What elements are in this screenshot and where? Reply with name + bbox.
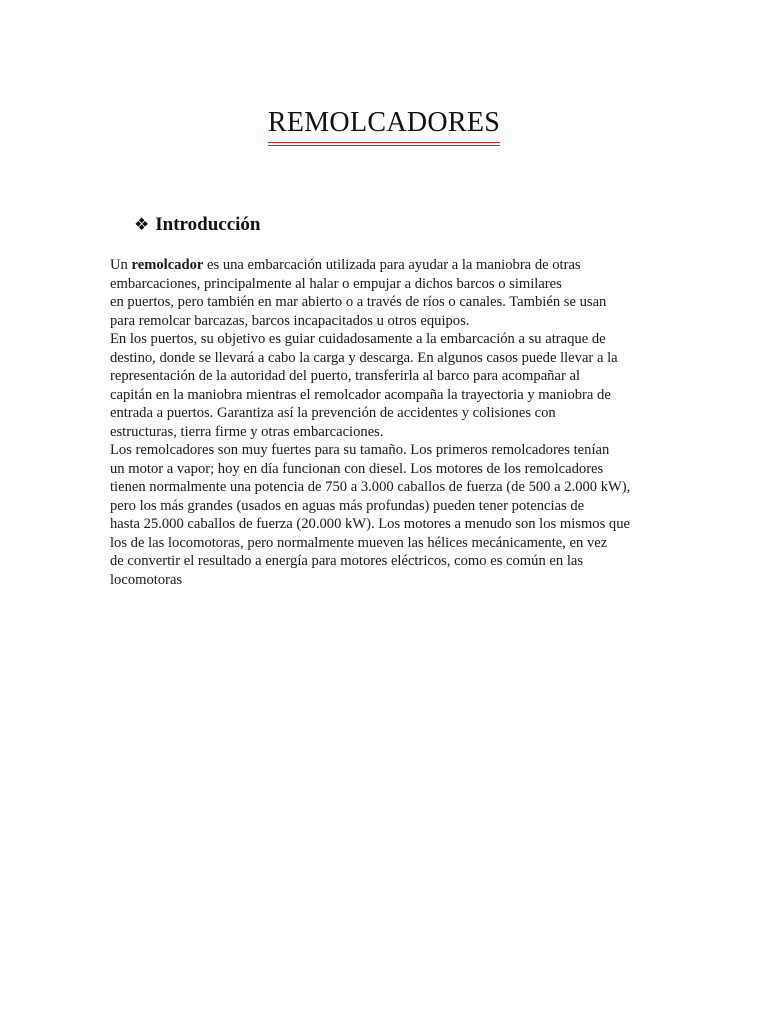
text-line: embarcaciones, principalmente al halar o empujar a dichos barcos o similares <box>110 275 562 292</box>
text-line: tienen normalmente una potencia de 750 a 3.000 caballos de fuerza (de 500 a 2.000 kW), <box>110 479 631 495</box>
text-line: de convertir el resultado a energía para motores eléctricos, como es común en las <box>110 553 584 569</box>
text-line: En los puertos, su objetivo es guiar cuidadosamente a la embarcación a su atraque de <box>110 331 606 347</box>
section-heading-text: Introducción <box>155 214 261 235</box>
paragraph-1 <box>110 256 665 330</box>
text-line: locomotoras <box>110 571 183 588</box>
text-fragment: es una embarcación utilizada para ayudar a la maniobra de otras <box>203 257 581 273</box>
text-line: estructuras, tierra firme y otras embarcaciones. <box>110 423 384 440</box>
text-line: pero los más grandes (usados en aguas más profundas) pueden tener potencias de <box>110 497 585 514</box>
text-line: en puertos, pero también en mar abierto o a través de ríos o canales. También se usan <box>110 294 607 310</box>
text-line: capitán en la maniobra mientras el remolcador acompaña la trayectoria y maniobra de <box>110 386 611 403</box>
text-line: representación de la autoridad del puerto, transferirla al barco para acompañar al <box>110 368 580 384</box>
paragraph-2 <box>110 330 665 441</box>
text-line: hasta 25.000 caballos de fuerza (20.000 kW). Los motores a menudo son los mismos que <box>110 516 630 532</box>
document-title: REMOLCADORES <box>268 106 500 143</box>
text-fragment: Un <box>110 257 132 273</box>
diamond-bullet-icon: ❖ <box>134 215 150 234</box>
text-line: para remolcar barcazas, barcos incapacitados u otros equipos. <box>110 312 470 329</box>
text-line <box>110 257 581 273</box>
bold-term: remolcador <box>131 257 204 273</box>
text-line: un motor a vapor; hoy en día funcionan con diesel. Los motores de los remolcadores <box>110 460 604 477</box>
title-container <box>0 106 768 143</box>
text-line: Los remolcadores son muy fuertes para su tamaño. Los primeros remolcadores tenían <box>110 442 610 458</box>
paragraph-3 <box>110 441 665 589</box>
section-heading <box>134 214 260 236</box>
text-line: los de las locomotoras, pero normalmente mueven las hélices mecánicamente, en vez <box>110 534 608 551</box>
body-text <box>110 256 665 589</box>
text-line: entrada a puertos. Garantiza así la prevención de accidentes y colisiones con <box>110 405 556 421</box>
text-line: destino, donde se llevará a cabo la carga y descarga. En algunos casos puede llevar a la <box>110 349 618 366</box>
